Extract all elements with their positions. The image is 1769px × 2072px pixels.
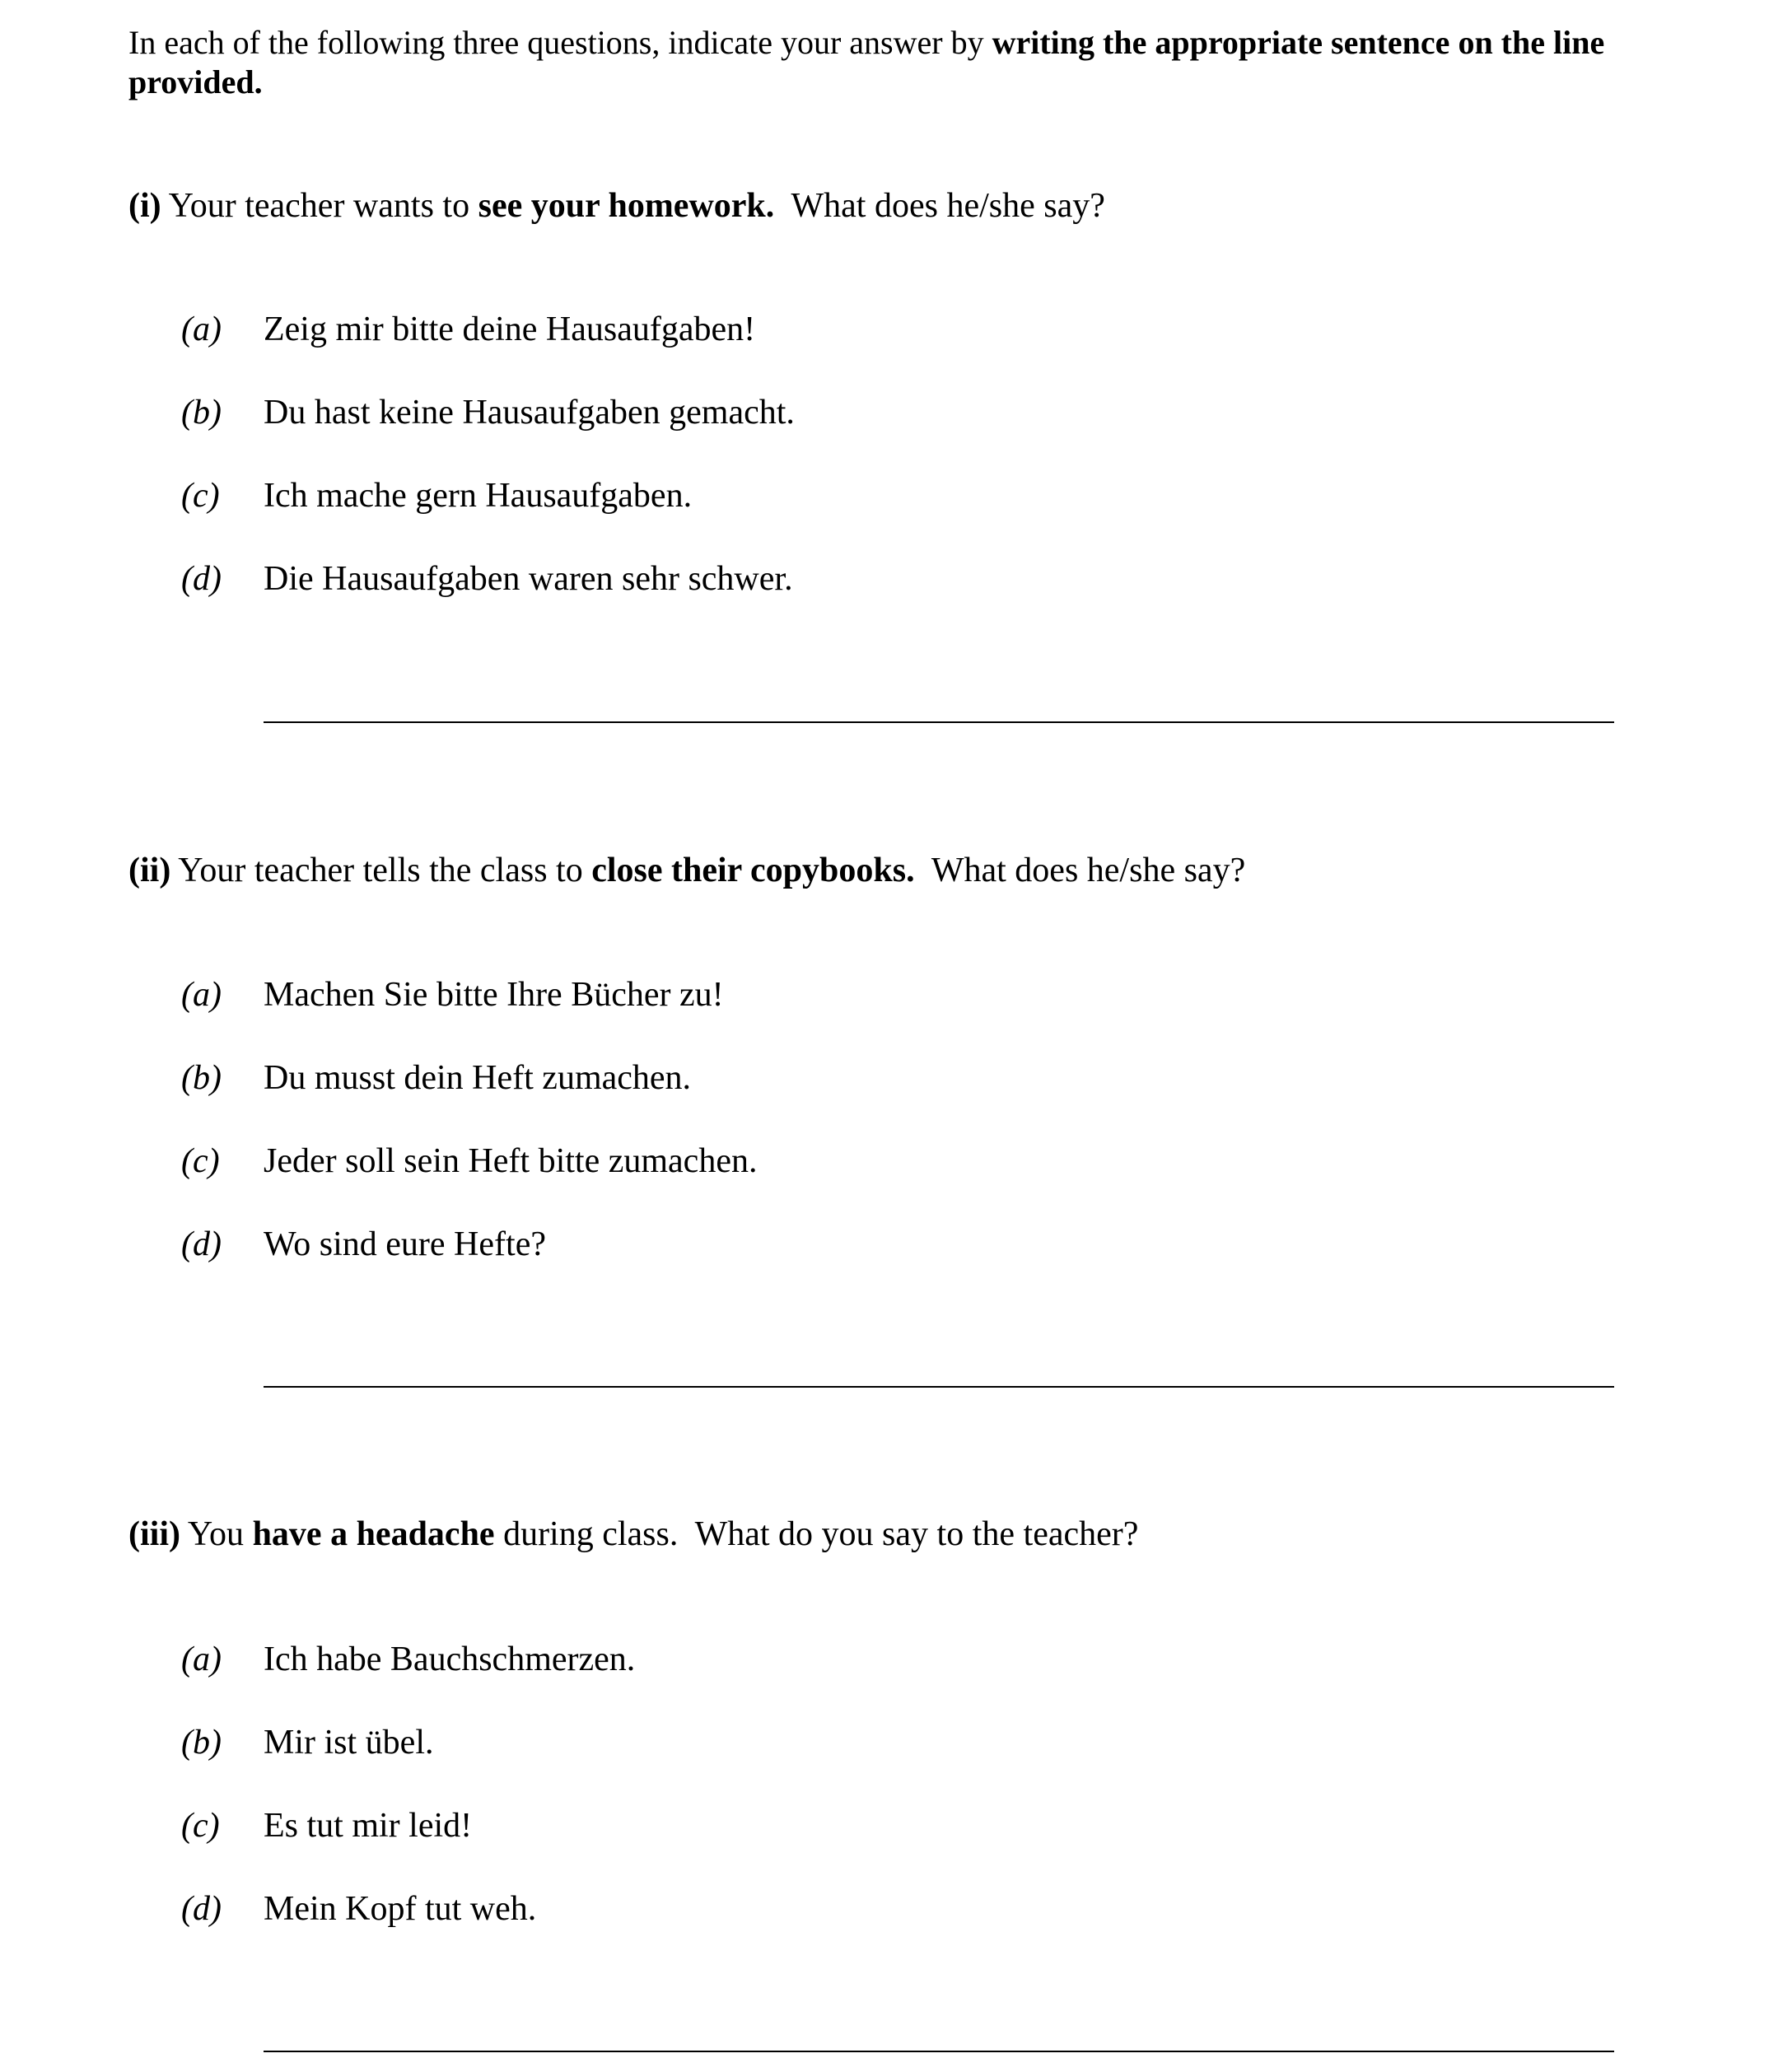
question-text: Your teacher tells the class to — [170, 852, 592, 889]
question-number: (ii) — [128, 852, 171, 889]
option-iii-d — [181, 1888, 536, 1930]
option-letter: (a) — [181, 1640, 222, 1678]
question-text-end: What does he/she say? — [774, 187, 1105, 225]
option-i-a — [181, 309, 755, 350]
question-number: (iii) — [128, 1515, 180, 1553]
question-emphasis: see your homework. — [478, 187, 775, 225]
question-text: You — [180, 1515, 253, 1553]
option-text: Jeder soll sein Heft bitte zumachen. — [264, 1142, 758, 1180]
instructions — [128, 23, 1636, 102]
question-iii — [128, 1514, 1138, 1555]
option-letter: (c) — [181, 1807, 220, 1845]
option-i-c — [181, 475, 692, 516]
option-ii-d — [181, 1224, 546, 1265]
question-emphasis: close their copybooks. — [591, 852, 915, 889]
option-text: Machen Sie bitte Ihre Bücher zu! — [264, 976, 724, 1014]
option-letter: (a) — [181, 976, 222, 1014]
answer-line-iii[interactable] — [264, 2051, 1614, 2052]
option-ii-c — [181, 1141, 757, 1182]
option-letter: (d) — [181, 1225, 222, 1263]
option-text: Mein Kopf tut weh. — [264, 1890, 537, 1928]
question-i — [128, 185, 1105, 226]
option-iii-b — [181, 1722, 434, 1763]
option-text: Du hast keine Hausaufgaben gemacht. — [264, 394, 795, 432]
option-letter: (c) — [181, 477, 220, 515]
option-text: Ich habe Bauchschmerzen. — [264, 1640, 636, 1678]
option-iii-c — [181, 1805, 472, 1846]
option-letter: (a) — [181, 310, 222, 348]
answer-line-i[interactable] — [264, 721, 1614, 723]
option-text: Die Hausaufgaben waren sehr schwer. — [264, 560, 793, 598]
option-text: Wo sind eure Hefte? — [264, 1225, 546, 1263]
question-number: (i) — [128, 187, 161, 225]
option-letter: (b) — [181, 1059, 222, 1097]
option-letter: (b) — [181, 1724, 222, 1762]
option-letter: (d) — [181, 1890, 222, 1928]
question-text-end: during class. What do you say to the teacher? — [494, 1515, 1139, 1553]
option-letter: (b) — [181, 394, 222, 432]
option-text: Ich mache gern Hausaufgaben. — [264, 477, 693, 515]
option-i-b — [181, 392, 795, 433]
question-ii — [128, 850, 1245, 891]
question-text: Your teacher wants to — [161, 187, 478, 225]
instructions-emphasis: writing the appropriate sentence on the line provided. — [128, 24, 1605, 100]
question-emphasis: have a headache — [252, 1515, 495, 1553]
option-text: Zeig mir bitte deine Hausaufgaben! — [264, 310, 756, 348]
answer-line-ii[interactable] — [264, 1386, 1614, 1388]
option-text: Mir ist übel. — [264, 1724, 434, 1762]
option-letter: (c) — [181, 1142, 220, 1180]
option-i-d — [181, 558, 793, 600]
option-text: Du musst dein Heft zumachen. — [264, 1059, 692, 1097]
option-ii-a — [181, 974, 724, 1015]
option-text: Es tut mir leid! — [264, 1807, 473, 1845]
option-ii-b — [181, 1057, 691, 1099]
option-iii-a — [181, 1639, 635, 1680]
question-text-end: What does he/she say? — [914, 852, 1246, 889]
option-letter: (d) — [181, 560, 222, 598]
instructions-text: In each of the following three questions, indicate your answer by — [128, 24, 992, 61]
